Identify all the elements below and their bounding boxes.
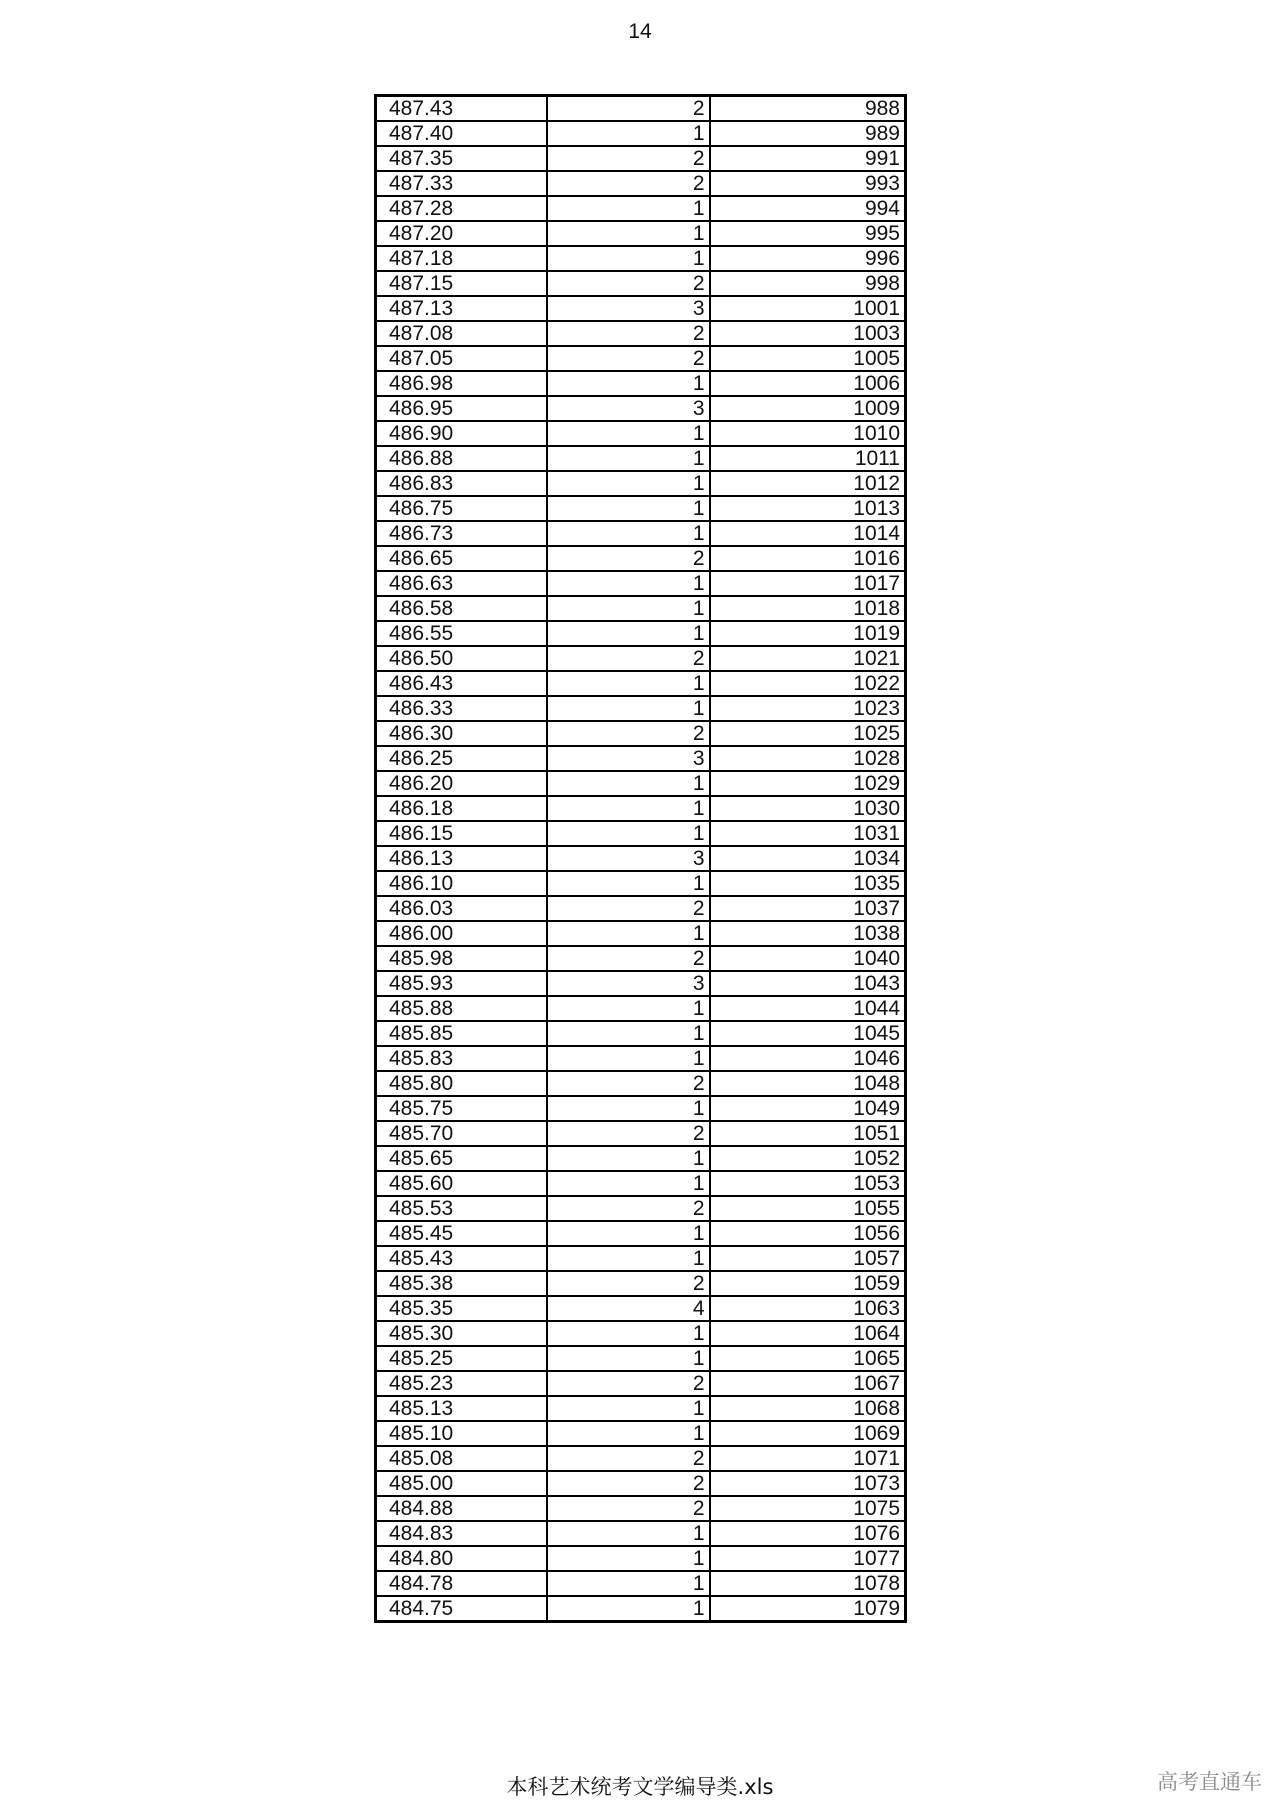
cumulative-cell: 1031 bbox=[710, 821, 906, 846]
table-row bbox=[376, 771, 906, 796]
cumulative-cell: 995 bbox=[710, 221, 906, 246]
score-cell: 487.20 bbox=[376, 221, 547, 246]
table-row bbox=[376, 996, 906, 1021]
count-cell: 1 bbox=[547, 996, 710, 1021]
table-row bbox=[376, 796, 906, 821]
watermark: 高考直通车 bbox=[1157, 1770, 1262, 1794]
cumulative-cell: 1069 bbox=[710, 1421, 906, 1446]
table-row bbox=[376, 146, 906, 171]
cumulative-cell: 1018 bbox=[710, 596, 906, 621]
score-cell: 484.83 bbox=[376, 1521, 547, 1546]
table-row bbox=[376, 1146, 906, 1171]
count-cell: 2 bbox=[547, 1446, 710, 1471]
table-row bbox=[376, 296, 906, 321]
count-cell: 1 bbox=[547, 1046, 710, 1071]
score-cell: 486.55 bbox=[376, 621, 547, 646]
table-row bbox=[376, 496, 906, 521]
count-cell: 2 bbox=[547, 1371, 710, 1396]
score-cell: 486.50 bbox=[376, 646, 547, 671]
table-row bbox=[376, 1071, 906, 1096]
count-cell: 1 bbox=[547, 471, 710, 496]
count-cell: 1 bbox=[547, 1221, 710, 1246]
count-cell: 1 bbox=[547, 596, 710, 621]
score-cell: 485.45 bbox=[376, 1221, 547, 1246]
table-row bbox=[376, 346, 906, 371]
cumulative-cell: 1055 bbox=[710, 1196, 906, 1221]
table-row bbox=[376, 821, 906, 846]
table-row bbox=[376, 371, 906, 396]
cumulative-cell: 1065 bbox=[710, 1346, 906, 1371]
count-cell: 2 bbox=[547, 896, 710, 921]
count-cell: 3 bbox=[547, 296, 710, 321]
score-cell: 486.63 bbox=[376, 571, 547, 596]
score-cell: 486.13 bbox=[376, 846, 547, 871]
score-cell: 484.78 bbox=[376, 1571, 547, 1596]
table-row bbox=[376, 1596, 906, 1622]
score-cell: 486.58 bbox=[376, 596, 547, 621]
cumulative-cell: 1071 bbox=[710, 1446, 906, 1471]
table-row bbox=[376, 921, 906, 946]
score-cell: 485.93 bbox=[376, 971, 547, 996]
cumulative-cell: 1077 bbox=[710, 1546, 906, 1571]
table-row bbox=[376, 321, 906, 346]
cumulative-cell: 993 bbox=[710, 171, 906, 196]
table-row bbox=[376, 1121, 906, 1146]
table-row bbox=[376, 696, 906, 721]
cumulative-cell: 996 bbox=[710, 246, 906, 271]
count-cell: 1 bbox=[547, 1571, 710, 1596]
cumulative-cell: 1075 bbox=[710, 1496, 906, 1521]
count-cell: 2 bbox=[547, 721, 710, 746]
table-row bbox=[376, 721, 906, 746]
table-row bbox=[376, 121, 906, 146]
cumulative-cell: 1028 bbox=[710, 746, 906, 771]
count-cell: 2 bbox=[547, 1196, 710, 1221]
count-cell: 1 bbox=[547, 821, 710, 846]
score-cell: 487.13 bbox=[376, 296, 547, 321]
count-cell: 1 bbox=[547, 1596, 710, 1622]
score-cell: 485.13 bbox=[376, 1396, 547, 1421]
cumulative-cell: 1073 bbox=[710, 1471, 906, 1496]
count-cell: 2 bbox=[547, 271, 710, 296]
cumulative-cell: 991 bbox=[710, 146, 906, 171]
count-cell: 1 bbox=[547, 671, 710, 696]
cumulative-cell: 1068 bbox=[710, 1396, 906, 1421]
count-cell: 2 bbox=[547, 96, 710, 122]
cumulative-cell: 1079 bbox=[710, 1596, 906, 1622]
cumulative-cell: 1003 bbox=[710, 321, 906, 346]
count-cell: 1 bbox=[547, 571, 710, 596]
score-cell: 486.18 bbox=[376, 796, 547, 821]
table-row bbox=[376, 671, 906, 696]
cumulative-cell: 1064 bbox=[710, 1321, 906, 1346]
score-cell: 486.95 bbox=[376, 396, 547, 421]
score-cell: 486.00 bbox=[376, 921, 547, 946]
table-row bbox=[376, 1171, 906, 1196]
table-row bbox=[376, 171, 906, 196]
table-row bbox=[376, 1546, 906, 1571]
count-cell: 2 bbox=[547, 946, 710, 971]
count-cell: 1 bbox=[547, 496, 710, 521]
count-cell: 1 bbox=[547, 696, 710, 721]
score-cell: 486.33 bbox=[376, 696, 547, 721]
table-row bbox=[376, 1521, 906, 1546]
table-row bbox=[376, 196, 906, 221]
cumulative-cell: 1046 bbox=[710, 1046, 906, 1071]
score-cell: 487.18 bbox=[376, 246, 547, 271]
cumulative-cell: 1016 bbox=[710, 546, 906, 571]
cumulative-cell: 1053 bbox=[710, 1171, 906, 1196]
table-row bbox=[376, 1571, 906, 1596]
score-cell: 487.40 bbox=[376, 121, 547, 146]
table-row bbox=[376, 471, 906, 496]
count-cell: 2 bbox=[547, 171, 710, 196]
score-cell: 487.28 bbox=[376, 196, 547, 221]
cumulative-cell: 1078 bbox=[710, 1571, 906, 1596]
cumulative-cell: 1076 bbox=[710, 1521, 906, 1546]
table-row bbox=[376, 1046, 906, 1071]
count-cell: 1 bbox=[547, 246, 710, 271]
score-cell: 485.60 bbox=[376, 1171, 547, 1196]
cumulative-cell: 1001 bbox=[710, 296, 906, 321]
cumulative-cell: 1009 bbox=[710, 396, 906, 421]
score-cell: 486.15 bbox=[376, 821, 547, 846]
cumulative-cell: 1025 bbox=[710, 721, 906, 746]
score-cell: 485.80 bbox=[376, 1071, 547, 1096]
count-cell: 2 bbox=[547, 646, 710, 671]
count-cell: 1 bbox=[547, 1546, 710, 1571]
count-cell: 1 bbox=[547, 621, 710, 646]
cumulative-cell: 1037 bbox=[710, 896, 906, 921]
score-cell: 484.88 bbox=[376, 1496, 547, 1521]
table-row bbox=[376, 1221, 906, 1246]
score-cell: 485.65 bbox=[376, 1146, 547, 1171]
cumulative-cell: 1049 bbox=[710, 1096, 906, 1121]
score-cell: 486.03 bbox=[376, 896, 547, 921]
score-cell: 484.75 bbox=[376, 1596, 547, 1622]
score-cell: 487.35 bbox=[376, 146, 547, 171]
count-cell: 1 bbox=[547, 771, 710, 796]
cumulative-cell: 1063 bbox=[710, 1296, 906, 1321]
score-cell: 486.90 bbox=[376, 421, 547, 446]
table-row bbox=[376, 1021, 906, 1046]
table-row bbox=[376, 1246, 906, 1271]
count-cell: 1 bbox=[547, 196, 710, 221]
table-row bbox=[376, 1346, 906, 1371]
score-cell: 485.43 bbox=[376, 1246, 547, 1271]
score-cell: 485.10 bbox=[376, 1421, 547, 1446]
count-cell: 1 bbox=[547, 446, 710, 471]
table-row bbox=[376, 896, 906, 921]
score-cell: 486.30 bbox=[376, 721, 547, 746]
table-row bbox=[376, 1496, 906, 1521]
table-row bbox=[376, 521, 906, 546]
count-cell: 1 bbox=[547, 921, 710, 946]
score-cell: 486.83 bbox=[376, 471, 547, 496]
table-row bbox=[376, 846, 906, 871]
cumulative-cell: 1043 bbox=[710, 971, 906, 996]
cumulative-cell: 988 bbox=[710, 96, 906, 122]
score-cell: 485.88 bbox=[376, 996, 547, 1021]
score-cell: 487.15 bbox=[376, 271, 547, 296]
score-cell: 485.85 bbox=[376, 1021, 547, 1046]
table-row bbox=[376, 1271, 906, 1296]
table-row bbox=[376, 1371, 906, 1396]
score-cell: 485.23 bbox=[376, 1371, 547, 1396]
table-row bbox=[376, 1196, 906, 1221]
score-cell: 486.75 bbox=[376, 496, 547, 521]
count-cell: 2 bbox=[547, 1071, 710, 1096]
score-cell: 487.05 bbox=[376, 346, 547, 371]
score-cell: 487.43 bbox=[376, 96, 547, 122]
count-cell: 1 bbox=[547, 1021, 710, 1046]
cumulative-cell: 1045 bbox=[710, 1021, 906, 1046]
score-cell: 486.65 bbox=[376, 546, 547, 571]
table-row bbox=[376, 546, 906, 571]
page-number: 14 bbox=[628, 20, 652, 43]
table-row bbox=[376, 1471, 906, 1496]
count-cell: 2 bbox=[547, 1121, 710, 1146]
count-cell: 2 bbox=[547, 146, 710, 171]
score-cell: 485.08 bbox=[376, 1446, 547, 1471]
count-cell: 3 bbox=[547, 746, 710, 771]
score-cell: 486.20 bbox=[376, 771, 547, 796]
cumulative-cell: 1044 bbox=[710, 996, 906, 1021]
score-cell: 485.83 bbox=[376, 1046, 547, 1071]
cumulative-cell: 1014 bbox=[710, 521, 906, 546]
cumulative-cell: 1022 bbox=[710, 671, 906, 696]
count-cell: 1 bbox=[547, 421, 710, 446]
table-row bbox=[376, 271, 906, 296]
cumulative-cell: 1040 bbox=[710, 946, 906, 971]
cumulative-cell: 1013 bbox=[710, 496, 906, 521]
cumulative-cell: 1006 bbox=[710, 371, 906, 396]
cumulative-cell: 1057 bbox=[710, 1246, 906, 1271]
cumulative-cell: 989 bbox=[710, 121, 906, 146]
cumulative-cell: 1011 bbox=[710, 446, 906, 471]
cumulative-cell: 1052 bbox=[710, 1146, 906, 1171]
count-cell: 1 bbox=[547, 1171, 710, 1196]
footer-filename: 本科艺术统考文学编导类.xls bbox=[506, 1775, 774, 1799]
table-row bbox=[376, 396, 906, 421]
cumulative-cell: 1034 bbox=[710, 846, 906, 871]
cumulative-cell: 1051 bbox=[710, 1121, 906, 1146]
count-cell: 1 bbox=[547, 796, 710, 821]
score-cell: 485.98 bbox=[376, 946, 547, 971]
cumulative-cell: 1029 bbox=[710, 771, 906, 796]
cumulative-cell: 1012 bbox=[710, 471, 906, 496]
count-cell: 1 bbox=[547, 1521, 710, 1546]
cumulative-cell: 1056 bbox=[710, 1221, 906, 1246]
count-cell: 2 bbox=[547, 1496, 710, 1521]
table-row bbox=[376, 1096, 906, 1121]
table-row bbox=[376, 221, 906, 246]
score-table-container bbox=[374, 94, 907, 1623]
cumulative-cell: 1005 bbox=[710, 346, 906, 371]
score-cell: 485.35 bbox=[376, 1296, 547, 1321]
count-cell: 1 bbox=[547, 1146, 710, 1171]
count-cell: 2 bbox=[547, 1471, 710, 1496]
table-row bbox=[376, 871, 906, 896]
count-cell: 1 bbox=[547, 1321, 710, 1346]
table-row bbox=[376, 571, 906, 596]
count-cell: 1 bbox=[547, 1396, 710, 1421]
count-cell: 1 bbox=[547, 371, 710, 396]
score-cell: 487.08 bbox=[376, 321, 547, 346]
table-row bbox=[376, 96, 906, 122]
table-row bbox=[376, 646, 906, 671]
cumulative-cell: 1021 bbox=[710, 646, 906, 671]
table-row bbox=[376, 621, 906, 646]
count-cell: 3 bbox=[547, 971, 710, 996]
score-cell: 486.43 bbox=[376, 671, 547, 696]
count-cell: 3 bbox=[547, 846, 710, 871]
cumulative-cell: 1030 bbox=[710, 796, 906, 821]
table-row bbox=[376, 971, 906, 996]
cumulative-cell: 1017 bbox=[710, 571, 906, 596]
table-row bbox=[376, 1321, 906, 1346]
count-cell: 1 bbox=[547, 521, 710, 546]
count-cell: 3 bbox=[547, 396, 710, 421]
score-cell: 485.30 bbox=[376, 1321, 547, 1346]
score-cell: 487.33 bbox=[376, 171, 547, 196]
score-cell: 485.25 bbox=[376, 1346, 547, 1371]
score-cell: 485.70 bbox=[376, 1121, 547, 1146]
count-cell: 2 bbox=[547, 1271, 710, 1296]
score-cell: 485.53 bbox=[376, 1196, 547, 1221]
count-cell: 1 bbox=[547, 121, 710, 146]
table-row bbox=[376, 246, 906, 271]
table-row bbox=[376, 746, 906, 771]
cumulative-cell: 1010 bbox=[710, 421, 906, 446]
score-cell: 485.00 bbox=[376, 1471, 547, 1496]
count-cell: 1 bbox=[547, 1096, 710, 1121]
table-row bbox=[376, 1396, 906, 1421]
score-table-body bbox=[376, 96, 906, 1622]
count-cell: 1 bbox=[547, 221, 710, 246]
score-cell: 486.98 bbox=[376, 371, 547, 396]
count-cell: 2 bbox=[547, 346, 710, 371]
score-cell: 486.73 bbox=[376, 521, 547, 546]
score-cell: 484.80 bbox=[376, 1546, 547, 1571]
cumulative-cell: 1059 bbox=[710, 1271, 906, 1296]
cumulative-cell: 994 bbox=[710, 196, 906, 221]
score-cell: 485.75 bbox=[376, 1096, 547, 1121]
cumulative-cell: 998 bbox=[710, 271, 906, 296]
count-cell: 1 bbox=[547, 1421, 710, 1446]
table-row bbox=[376, 1446, 906, 1471]
count-cell: 1 bbox=[547, 871, 710, 896]
count-cell: 2 bbox=[547, 321, 710, 346]
table-row bbox=[376, 596, 906, 621]
cumulative-cell: 1048 bbox=[710, 1071, 906, 1096]
count-cell: 2 bbox=[547, 546, 710, 571]
cumulative-cell: 1035 bbox=[710, 871, 906, 896]
table-row bbox=[376, 1421, 906, 1446]
score-cell: 485.38 bbox=[376, 1271, 547, 1296]
cumulative-cell: 1067 bbox=[710, 1371, 906, 1396]
count-cell: 1 bbox=[547, 1246, 710, 1271]
cumulative-cell: 1023 bbox=[710, 696, 906, 721]
score-cell: 486.88 bbox=[376, 446, 547, 471]
table-row bbox=[376, 446, 906, 471]
cumulative-cell: 1019 bbox=[710, 621, 906, 646]
table-row bbox=[376, 946, 906, 971]
score-cell: 486.25 bbox=[376, 746, 547, 771]
cumulative-cell: 1038 bbox=[710, 921, 906, 946]
count-cell: 1 bbox=[547, 1346, 710, 1371]
score-table bbox=[374, 94, 907, 1623]
table-row bbox=[376, 421, 906, 446]
count-cell: 4 bbox=[547, 1296, 710, 1321]
table-row bbox=[376, 1296, 906, 1321]
score-cell: 486.10 bbox=[376, 871, 547, 896]
